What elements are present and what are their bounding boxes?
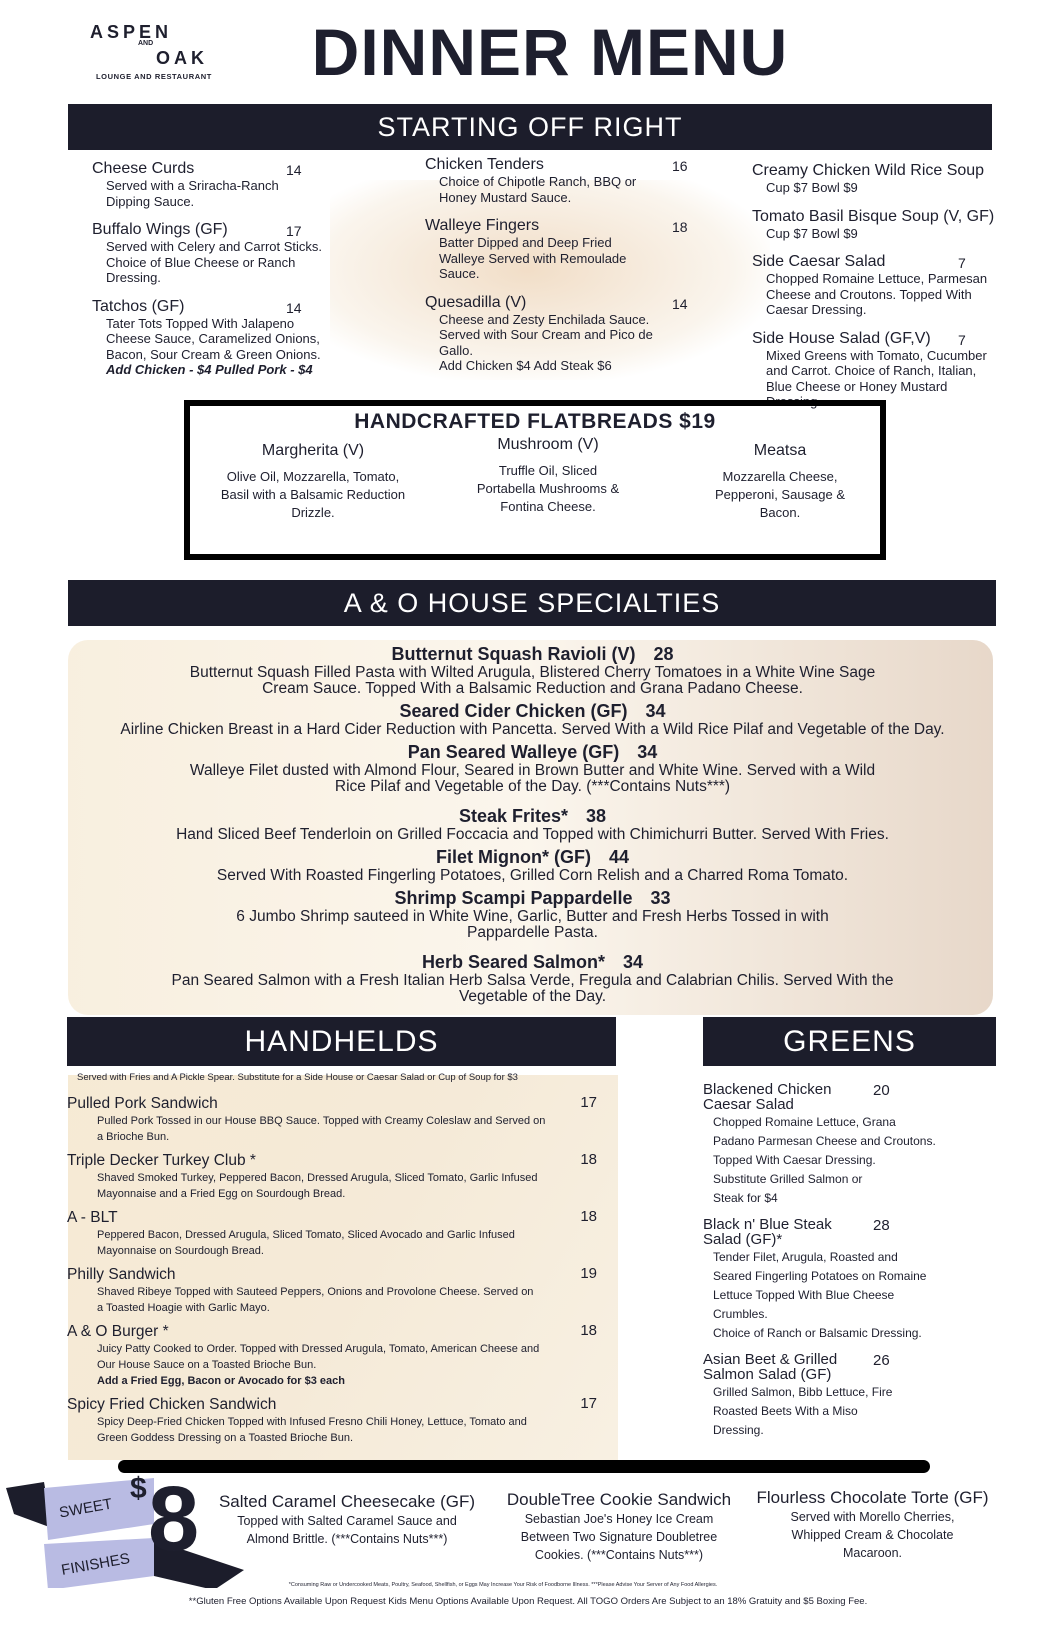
specialty-item bbox=[70, 846, 995, 884]
item-header bbox=[92, 298, 442, 316]
item-description: Substitute Grilled Salmon or bbox=[713, 1172, 863, 1186]
item-description: Chopped Romaine Lettuce, Grana bbox=[713, 1115, 896, 1129]
item-description: Served with Celery and Carrot Sticks. bbox=[106, 239, 323, 254]
item-description: Mixed Greens with Tomato, Cucumber bbox=[766, 347, 987, 363]
item-price: 34 bbox=[645, 701, 666, 721]
footer-notes: **Gluten Free Options Available Upon Request Kids Menu Options Available Upon Request. All TOGO Orders Are Subject to an 18% Gratuity and $5 Boxing Fee. bbox=[188, 1596, 868, 1607]
handheld-item bbox=[67, 1265, 597, 1316]
item-price: 28 bbox=[873, 1217, 890, 1234]
menu-item bbox=[752, 253, 1052, 318]
item-description: Served With Roasted Fingerling Potatoes, Grilled Corn Relish and a Charred Roma Tomato. bbox=[216, 867, 849, 884]
item-name: Philly Sandwich bbox=[67, 1266, 176, 1283]
menu-item bbox=[752, 208, 1052, 242]
item-description: Gallo. bbox=[439, 342, 473, 358]
dessert-item bbox=[750, 1488, 995, 1562]
item-description: Between Two Signature Doubletree bbox=[520, 1530, 718, 1544]
item-description: Portabella Mushrooms & bbox=[476, 481, 620, 496]
item-description: Sauce. bbox=[439, 266, 480, 281]
item-price: 26 bbox=[873, 1352, 890, 1369]
item-header bbox=[425, 217, 750, 235]
item-price: 18 bbox=[580, 1208, 597, 1225]
handhelds-banner: HANDHELDS bbox=[67, 1017, 616, 1066]
greens-item bbox=[703, 1217, 993, 1342]
item-description: Choice of Chipotle Ranch, BBQ or bbox=[439, 174, 637, 189]
flatbread-item bbox=[665, 442, 895, 522]
item-name: Blackened Chicken Caesar Salad bbox=[703, 1081, 832, 1113]
menu-item bbox=[425, 156, 750, 205]
item-price: 20 bbox=[873, 1082, 890, 1099]
greens-banner: GREENS bbox=[703, 1017, 996, 1066]
handheld-item bbox=[67, 1208, 597, 1259]
specialty-item bbox=[70, 643, 995, 697]
item-description: Our House Sauce on a Toasted Brioche Bun. bbox=[97, 1359, 317, 1371]
handhelds-note: Served with Fries and A Pickle Spear. Substitute for a Side House or Caesar Salad or Cup of Soup for $3 bbox=[77, 1072, 518, 1083]
item-description: Lettuce Topped With Blue Cheese bbox=[713, 1288, 895, 1302]
handheld-item bbox=[67, 1395, 597, 1446]
item-description: and Carrot. Choice of Ranch, Italian, bbox=[766, 363, 977, 378]
flatbread-item bbox=[433, 436, 663, 516]
item-description: Seared Fingerling Potatoes on Romaine bbox=[713, 1269, 927, 1283]
item-description: Olive Oil, Mozzarella, Tomato, bbox=[226, 469, 400, 484]
item-name: A & O Burger * bbox=[67, 1323, 169, 1340]
starters-column bbox=[425, 156, 750, 386]
item-price: 14 bbox=[286, 299, 302, 316]
item-description: Shaved Smoked Turkey, Peppered Bacon, Dressed Arugula, Sliced Tomato, Garlic Infused bbox=[97, 1172, 538, 1184]
starters-column bbox=[752, 162, 1052, 422]
item-name: Herb Seared Salmon* bbox=[421, 952, 606, 972]
item-description: Honey Mustard Sauce. bbox=[439, 189, 572, 205]
greens-list bbox=[703, 1082, 993, 1449]
item-name: Salted Caramel Cheesecake (GF) bbox=[218, 1492, 476, 1511]
item-header bbox=[70, 846, 995, 868]
item-description: Topped With Caesar Dressing. bbox=[713, 1153, 876, 1167]
item-description: Almond Brittle. (***Contains Nuts***) bbox=[246, 1532, 448, 1546]
item-description: Walleye Served with Remoulade bbox=[439, 250, 627, 266]
item-description: Truffle Oil, Sliced bbox=[498, 463, 598, 478]
item-header bbox=[752, 208, 1052, 226]
item-description: Blue Cheese or Honey Mustard bbox=[766, 378, 948, 394]
item-header bbox=[752, 162, 1052, 180]
item-name: Flourless Chocolate Torte (GF) bbox=[756, 1488, 989, 1507]
item-description: Grilled Salmon, Bibb Lettuce, Fire bbox=[713, 1385, 893, 1399]
logo: ASPEN AND OAK LOUNGE AND RESTAURANT bbox=[90, 22, 212, 81]
item-description: Bacon, Sour Cream & Green Onions. bbox=[106, 346, 321, 362]
item-name: Margherita (V) bbox=[261, 442, 365, 459]
menu-item bbox=[92, 160, 442, 209]
item-name: Buffalo Wings (GF) bbox=[92, 221, 228, 238]
item-price: 17 bbox=[580, 1395, 597, 1412]
item-description: Bacon. bbox=[759, 505, 801, 520]
sweet-finishes-badge: SWEET FINISHES $ 8 bbox=[4, 1478, 244, 1588]
item-description: a Toasted Hoagie with Garlic Mayo. bbox=[97, 1302, 270, 1314]
item-description: Drizzle. bbox=[291, 505, 335, 520]
item-description: Hand Sliced Beef Tenderloin on Grilled Foccacia and Topped with Chimichurri Butter. Served With Fries. bbox=[176, 826, 889, 843]
item-name: Meatsa bbox=[753, 442, 807, 459]
item-name: DoubleTree Cookie Sandwich bbox=[506, 1490, 732, 1509]
specialty-item bbox=[70, 887, 995, 941]
item-header bbox=[70, 741, 995, 763]
menu-item bbox=[752, 330, 1052, 410]
specialty-item bbox=[70, 805, 995, 843]
item-name: Creamy Chicken Wild Rice Soup bbox=[752, 162, 985, 179]
item-header bbox=[752, 330, 1052, 348]
item-description: Juicy Patty Cooked to Order. Topped with Dressed Arugula, Tomato, American Cheese and bbox=[97, 1343, 540, 1355]
item-description: Green Goddess Dressing on a Toasted Brioche Bun. bbox=[97, 1432, 354, 1444]
item-description: Choice of Blue Cheese or Ranch bbox=[106, 254, 296, 270]
item-description: Macaroon. bbox=[842, 1546, 903, 1560]
item-description: Basil with a Balsamic Reduction bbox=[220, 487, 406, 502]
item-description: Add Chicken $4 Add Steak $6 bbox=[439, 358, 612, 373]
item-description: Dressing. bbox=[106, 270, 161, 285]
specialty-item bbox=[70, 951, 995, 1005]
item-description: Cup $7 Bowl $9 bbox=[766, 225, 858, 241]
item-description: Airline Chicken Breast in a Hard Cider Reduction with Pancetta. Served With a Wild Rice Pilaf and Vegetable of the Day. bbox=[120, 721, 945, 738]
item-header bbox=[70, 805, 995, 827]
item-name: Filet Mignon* (GF) bbox=[436, 847, 591, 867]
item-description: Chopped Romaine Lettuce, Parmesan bbox=[766, 271, 988, 286]
item-description: Cheese and Zesty Enchilada Sauce. bbox=[439, 311, 650, 327]
item-price: 18 bbox=[672, 219, 688, 235]
item-price: 33 bbox=[650, 888, 671, 908]
greens-item bbox=[703, 1352, 993, 1439]
menu-item bbox=[92, 221, 442, 286]
item-name: A - BLT bbox=[67, 1209, 118, 1226]
flatbread-item bbox=[198, 442, 428, 522]
item-description: Rice Pilaf and Vegetable of the Day. (***Contains Nuts***) bbox=[334, 778, 731, 795]
item-price: 14 bbox=[286, 162, 302, 178]
handhelds-list bbox=[67, 1094, 617, 1452]
item-description: Pulled Pork Tossed in our House BBQ Sauce. Topped with Creamy Coleslaw and Served on bbox=[97, 1115, 546, 1127]
item-description: Cookies. (***Contains Nuts***) bbox=[534, 1548, 704, 1562]
handheld-item bbox=[67, 1322, 597, 1389]
item-price: 17 bbox=[580, 1094, 597, 1111]
item-description: Dipping Sauce. bbox=[106, 193, 195, 209]
item-name: Tatchos (GF) bbox=[92, 297, 185, 315]
greens-item bbox=[703, 1082, 993, 1207]
item-description: Vegetable of the Day. bbox=[458, 988, 607, 1005]
item-description: Cheese and Croutons. Topped With bbox=[766, 286, 972, 302]
item-description: 6 Jumbo Shrimp sauteed in White Wine, Garlic, Butter and Fresh Herbs Tossed in with bbox=[236, 908, 829, 925]
item-price: 14 bbox=[672, 295, 688, 312]
item-name: Tomato Basil Bisque Soup (V, GF) bbox=[752, 207, 995, 225]
item-name: Side Caesar Salad bbox=[752, 253, 886, 270]
divider-bar bbox=[118, 1460, 930, 1473]
specialties-list bbox=[70, 640, 995, 1005]
specialty-item bbox=[70, 700, 995, 738]
item-name: Mushroom (V) bbox=[497, 436, 599, 453]
item-price: 38 bbox=[586, 806, 607, 826]
item-name: Asian Beet & Grilled Salmon Salad (GF) bbox=[703, 1351, 838, 1383]
item-description: Whipped Cream & Chocolate bbox=[791, 1528, 954, 1542]
item-description: a Brioche Bun. bbox=[97, 1131, 170, 1143]
item-description: Roasted Beets With a Miso bbox=[713, 1404, 858, 1418]
item-header bbox=[425, 294, 750, 312]
item-description: Pappardelle Pasta. bbox=[467, 924, 598, 941]
specialty-item bbox=[70, 741, 995, 795]
dessert-item bbox=[494, 1490, 744, 1564]
item-price: 44 bbox=[608, 847, 629, 867]
item-description: Choice of Ranch or Balsamic Dressing. bbox=[713, 1326, 922, 1340]
item-header bbox=[92, 160, 442, 178]
item-description: Sebastian Joe's Honey Ice Cream bbox=[524, 1512, 714, 1526]
menu-item bbox=[425, 294, 750, 374]
item-header bbox=[425, 156, 750, 174]
item-description: Dressing. bbox=[766, 394, 821, 409]
item-name: Triple Decker Turkey Club * bbox=[67, 1152, 256, 1169]
item-price: 7 bbox=[958, 255, 966, 271]
item-description: Cup $7 Bowl $9 bbox=[766, 180, 858, 195]
item-description: Peppered Bacon, Dressed Arugula, Sliced Tomato, Sliced Avocado and Garlic Infused bbox=[97, 1229, 515, 1241]
item-description: Butternut Squash Filled Pasta with Wilted Arugula, Blistered Cherry Tomatoes in a White Wine Sage bbox=[189, 664, 876, 681]
item-price: 18 bbox=[580, 1151, 597, 1168]
item-price: 34 bbox=[637, 742, 658, 762]
item-price: 18 bbox=[580, 1322, 597, 1339]
item-description: Topped with Salted Caramel Sauce and bbox=[237, 1514, 457, 1528]
item-description: Shaved Ribeye Topped with Sauteed Peppers, Onions and Provolone Cheese. Served on bbox=[97, 1286, 534, 1298]
item-name: Quesadilla (V) bbox=[425, 293, 527, 311]
item-description: Batter Dipped and Deep Fried bbox=[439, 235, 612, 250]
item-description: Tater Tots Topped With Jalapeno bbox=[106, 315, 295, 331]
flatbreads-box bbox=[184, 400, 886, 560]
handheld-item bbox=[67, 1151, 597, 1202]
ribbon-icon bbox=[4, 1478, 244, 1588]
flatbreads-heading: HANDCRAFTED FLATBREADS $19 bbox=[354, 410, 716, 433]
menu-item bbox=[425, 217, 750, 282]
item-description: Pepperoni, Sausage & bbox=[714, 487, 846, 502]
item-description: Pan Seared Salmon with a Fresh Italian Herb Salsa Verde, Fregula and Calabrian Chilis. Served With the bbox=[171, 972, 894, 989]
item-price: 7 bbox=[958, 331, 966, 348]
item-header bbox=[92, 221, 442, 239]
item-description: Served with Sour Cream and Pico de bbox=[439, 327, 653, 342]
item-description: Caesar Dressing. bbox=[766, 302, 867, 317]
item-description: Mayonnaise on Sourdough Bread. bbox=[97, 1245, 264, 1257]
item-header bbox=[70, 951, 995, 973]
item-description: Dressing. bbox=[713, 1423, 764, 1437]
item-name: Shrimp Scampi Pappardelle bbox=[394, 888, 633, 908]
item-addon: Add a Fried Egg, Bacon or Avocado for $3 each bbox=[97, 1375, 345, 1387]
item-addon: Add Chicken - $4 Pulled Pork - $4 bbox=[106, 362, 313, 377]
specialties-banner: A & O HOUSE SPECIALTIES bbox=[68, 580, 996, 626]
dessert-item bbox=[212, 1492, 482, 1548]
item-header bbox=[70, 700, 995, 722]
item-name: Black n' Blue Steak Salad (GF)* bbox=[703, 1216, 832, 1248]
item-description: Spicy Deep-Fried Chicken Topped with Infused Fresno Chili Honey, Lettuce, Tomato and bbox=[97, 1416, 527, 1428]
item-description: Crumbles. bbox=[713, 1307, 768, 1321]
item-price: 28 bbox=[653, 644, 674, 664]
disclaimer: *Consuming Raw or Undercooked Meats, Poultry, Seafood, Shellfish, or Eggs May Increase Your Risk of Foodborne Illness. ***Please Advise Your Server of Any Food Allergies. bbox=[288, 1582, 718, 1588]
item-price: 17 bbox=[286, 223, 302, 239]
item-description: Served with Morello Cherries, bbox=[790, 1510, 955, 1524]
item-description: Mayonnaise and a Fried Egg on Sourdough Bread. bbox=[97, 1188, 346, 1200]
item-name: Side House Salad (GF,V) bbox=[752, 329, 931, 347]
menu-item bbox=[752, 162, 1052, 196]
handheld-item bbox=[67, 1094, 597, 1145]
item-price: 16 bbox=[672, 158, 688, 174]
page-title: DINNER MENU bbox=[311, 15, 789, 89]
item-name: Spicy Fried Chicken Sandwich bbox=[67, 1396, 277, 1413]
item-price: 34 bbox=[623, 952, 644, 972]
item-description: Steak for $4 bbox=[713, 1191, 778, 1205]
item-description: Served with a Sriracha-Ranch bbox=[106, 178, 279, 193]
item-header bbox=[70, 887, 995, 909]
menu-item bbox=[92, 298, 442, 378]
item-description: Tender Filet, Arugula, Roasted and bbox=[713, 1250, 898, 1264]
item-header bbox=[70, 643, 995, 665]
item-description: Padano Parmesan Cheese and Croutons. bbox=[713, 1134, 936, 1148]
item-description: Mozzarella Cheese, bbox=[722, 469, 838, 484]
item-price: 19 bbox=[580, 1265, 597, 1282]
item-description: Cheese Sauce, Caramelized Onions, bbox=[106, 331, 320, 346]
item-name: Walleye Fingers bbox=[425, 217, 540, 234]
item-name: Pulled Pork Sandwich bbox=[67, 1095, 218, 1112]
item-name: Butternut Squash Ravioli (V) bbox=[391, 644, 636, 664]
item-name: Steak Frites* bbox=[458, 806, 569, 826]
item-description: Walleye Filet dusted with Almond Flour, Seared in Brown Butter and White Wine. Served with a Wild bbox=[189, 762, 876, 779]
starters-column bbox=[92, 160, 442, 390]
item-name: Pan Seared Walleye (GF) bbox=[407, 742, 620, 762]
item-name: Chicken Tenders bbox=[425, 156, 544, 173]
item-name: Seared Cider Chicken (GF) bbox=[399, 701, 628, 721]
item-description: Fontina Cheese. bbox=[500, 499, 596, 514]
item-description: Cream Sauce. Topped With a Balsamic Reduction and Grana Padano Cheese. bbox=[262, 680, 803, 697]
starters-banner: STARTING OFF RIGHT bbox=[68, 104, 992, 150]
item-header bbox=[752, 253, 1052, 271]
item-name: Cheese Curds bbox=[92, 160, 195, 177]
